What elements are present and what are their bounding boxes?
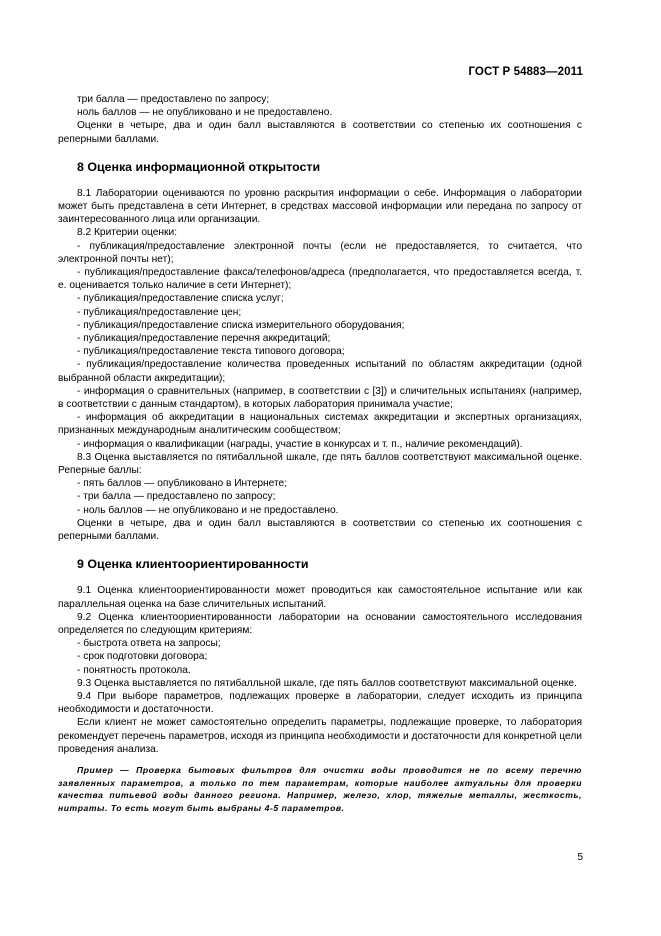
list-item: - быстрота ответа на запросы; [77,638,221,650]
list-item: - публикация/предоставление перечня аккредитаций; [77,333,331,345]
page-content [58,93,582,814]
list-item: - ноль баллов — не опубликовано и не предоставлено. [77,504,339,516]
list-item: - информация о сравнительных (например, в соответствии с [3]) и сличительных испытаниях (например, в соответствии с данным стандартом), в которых лаборатория принимала участие; [58,385,582,411]
paragraph-8-3: 8.3 Оценка выставляется по пятибалльной шкале, где пять баллов соответствуют максимальной оценке. Реперные баллы: [58,451,582,477]
document-header: ГОСТ Р 54883—2011 [468,66,583,78]
paragraph-9-2: 9.2 Оценка клиентоориентированности лаборатории на основании самостоятельного исследования определяется по следующим критериям: [58,611,582,636]
paragraph-8-2: 8.2 Критерии оценки: [77,227,178,239]
paragraph-9-1: 9.1 Оценка клиентоориентированности может проводиться как самостоятельное испытание или как параллельная оценка на базе сличительных испытаний. [58,585,582,610]
list-item: - понятность протокола. [77,664,191,676]
list-item: - публикация/предоставление списка услуг; [77,293,284,305]
section-9-title: 9 Оценка клиентоориентированности [77,557,309,572]
paragraph-9-4: 9.4 При выборе параметров, подлежащих проверке в лаборатории, следует исходить из принципа необходимости и достаточности. [58,690,582,716]
list-item: - информация об аккредитации в национальных системах аккредитации и экспертных организациях, признанных международным аналитическим сообществом; [58,412,582,437]
list-item: - публикация/предоставление электронной почты (если не предоставляется, то считается, что электронной почты нет); [58,240,582,265]
paragraph-9-3: 9.3 Оценка выставляется по пятибалльной шкале, где пять баллов соответствуют максимальной оценке. [77,677,577,689]
list-item: - публикация/предоставление списка измерительного оборудования; [77,319,405,331]
example-note: Пример — Проверка бытовых фильтров для очистки воды проводится не по всему перечню заявленных параметров, а только по тем параметрам, которые наиболее актуальны для проверки качества питьевой воды данного региона. Например, железо, хлор, тяжелые металлы, жесткость, нитраты. То есть могут быть выбраны 4-5 параметров. [58,764,582,813]
list-item: - три балла — предоставлено по запросу; [77,491,276,503]
paragraph-8-1: 8.1 Лаборатории оцениваются по уровню раскрытия информации о себе. Информация о лаборатории может быть представлена в сети Интернет, в средствах массовой информации или передана по запросу от заинтересованного лица или организации. [58,187,582,226]
list-item: - информация о квалификации (награды, участие в конкурсах и т. п., наличие рекомендаций). [77,438,523,450]
section-8-title: 8 Оценка информационной открытости [77,159,321,174]
paragraph: три балла — предоставлено по запросу; [77,94,270,105]
list-item: - пять баллов — опубликовано в Интернете; [77,478,288,490]
list-item: - публикация/предоставление факса/телефонов/адреса (предполагается, что предоставляется всегда, т. е. оценивается только наличие в сети Интернет); [58,267,582,292]
page-number: 5 [577,852,583,863]
list-item: - публикация/предоставление цен; [77,306,242,318]
list-item: - публикация/предоставление количества проведенных испытаний по областям аккредитации (одной выбранной области аккредитации); [58,359,582,384]
list-item: - публикация/предоставление текста типового договора; [77,346,345,358]
list-item: - срок подготовки договора; [77,651,208,663]
paragraph: Оценки в четыре, два и один балл выставляются в соответствии со степенью их соотношения с реперными баллами. [58,517,582,543]
paragraph: Если клиент не может самостоятельно определить параметры, подлежащие проверке, то лаборатория рекомендует перечень параметров, исходя из принципа необходимости и достаточности для конкретной цели проведения анализа. [58,717,582,755]
paragraph: Оценки в четыре, два и один балл выставляются в соответствии со степенью их соотношения с реперными баллами. [58,120,582,145]
paragraph: ноль баллов — не опубликовано и не предоставлено. [77,107,333,119]
